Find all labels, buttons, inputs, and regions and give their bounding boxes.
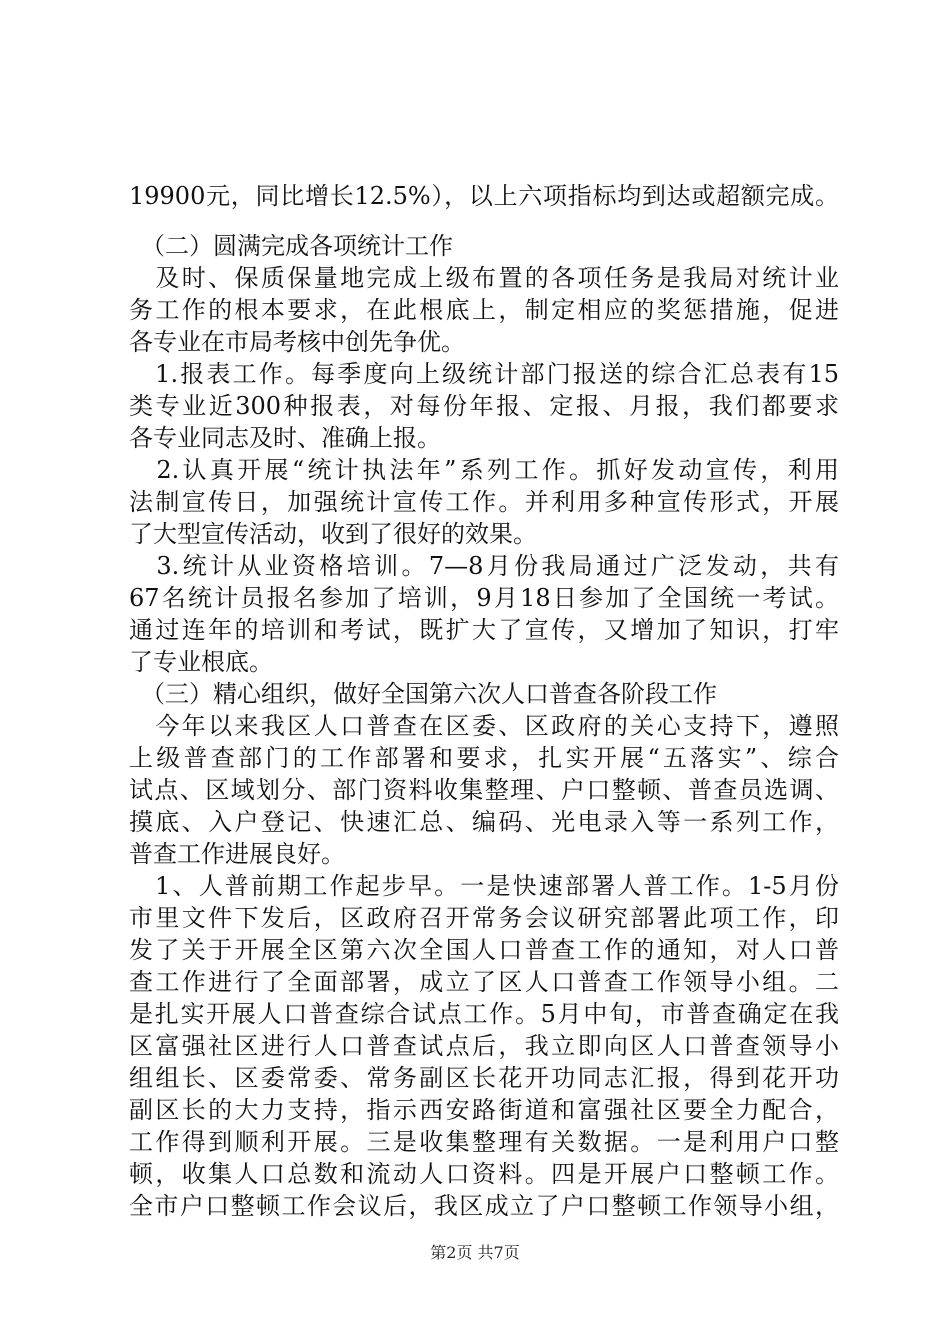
text-line: 2.认真开展“统计执法年”系列工作。抓好发动宣传，利用 xyxy=(129,456,839,484)
section-heading-2 xyxy=(129,230,839,262)
text-line: 及时、保质保量地完成上级布置的各项任务是我局对统计业 xyxy=(129,264,839,292)
paragraph-census-early-work xyxy=(129,870,839,1222)
text-line: 19900元，同比增长12.5%），以上六项指标均到达或超额完成。 xyxy=(129,182,839,210)
text-line: 市里文件下发后，区政府召开常务会议研究部署此项工作，印 xyxy=(129,904,839,932)
document-body xyxy=(129,180,839,1222)
text-line: 发了关于开展全区第六次全国人口普查工作的通知，对人口普 xyxy=(129,936,839,964)
text-line: 各专业在市局考核中创先争优。 xyxy=(129,328,465,356)
paragraph-law-enforcement xyxy=(129,454,839,550)
text-line: 试点、区域划分、部门资料收集整理、户口整顿、普查员选调、 xyxy=(129,776,839,804)
paragraph-continuation xyxy=(129,180,839,212)
text-line: 普查工作进展良好。 xyxy=(129,840,345,868)
page-footer xyxy=(0,1243,950,1263)
text-line: 各专业同志及时、准确上报。 xyxy=(129,424,441,452)
text-line: 类专业近300种报表，对每份年报、定报、月报，我们都要求 xyxy=(129,392,839,420)
text-line: 摸底、入户登记、快速汇总、编码、光电录入等一系列工作， xyxy=(129,808,839,836)
paragraph-training xyxy=(129,550,839,678)
text-line: 通过连年的培训和考试，既扩大了宣传，又增加了知识，打牢 xyxy=(129,616,839,644)
text-line: 全市户口整顿工作会议后，我区成立了户口整顿工作领导小组， xyxy=(129,1192,839,1220)
text-line: 务工作的根本要求，在此根底上，制定相应的奖惩措施，促进 xyxy=(129,296,839,324)
text-line: 是扎实开展人口普查综合试点工作。5月中旬，市普查确定在我 xyxy=(129,1000,839,1028)
paragraph-tasks xyxy=(129,262,839,358)
section-heading: （三）精心组织，做好全国第六次人口普查各阶段工作 xyxy=(129,680,717,708)
text-line: 顿，收集人口总数和流动人口资料。四是开展户口整顿工作。 xyxy=(129,1160,839,1188)
page-number-label: 第2页 共7页 xyxy=(430,1243,520,1262)
text-line: 区富强社区进行人口普查试点后，我立即向区人口普查领导小 xyxy=(129,1032,839,1060)
text-line: 查工作进行了全面部署，成立了区人口普查工作领导小组。二 xyxy=(129,968,839,996)
section-heading-3 xyxy=(129,678,839,710)
text-line: 3.统计从业资格培训。7—8月份我局通过广泛发动，共有 xyxy=(129,552,839,580)
text-line: 67名统计员报名参加了培训，9月18日参加了全国统一考试。 xyxy=(129,584,839,612)
text-line: 1.报表工作。每季度向上级统计部门报送的综合汇总表有15 xyxy=(129,360,839,388)
text-line: 副区长的大力支持，指示西安路街道和富强社区要全力配合， xyxy=(129,1096,839,1124)
paragraph-reports xyxy=(129,358,839,454)
text-line: 组组长、区委常委、常务副区长花开功同志汇报，得到花开功 xyxy=(129,1064,839,1092)
text-line: 今年以来我区人口普查在区委、区政府的关心支持下，遵照 xyxy=(129,712,839,740)
text-line: 上级普查部门的工作部署和要求，扎实开展“五落实”、综合 xyxy=(129,744,839,772)
text-line: 法制宣传日，加强统计宣传工作。并利用多种宣传形式，开展 xyxy=(129,488,839,516)
text-line: 了大型宣传活动，收到了很好的效果。 xyxy=(129,520,537,548)
text-line: 了专业根底。 xyxy=(129,648,273,676)
text-line: 1、人普前期工作起步早。一是快速部署人普工作。1-5月份 xyxy=(129,872,839,900)
section-heading: （二）圆满完成各项统计工作 xyxy=(129,232,453,260)
paragraph-census-overview xyxy=(129,710,839,870)
text-line: 工作得到顺利开展。三是收集整理有关数据。一是利用户口整 xyxy=(129,1128,839,1156)
